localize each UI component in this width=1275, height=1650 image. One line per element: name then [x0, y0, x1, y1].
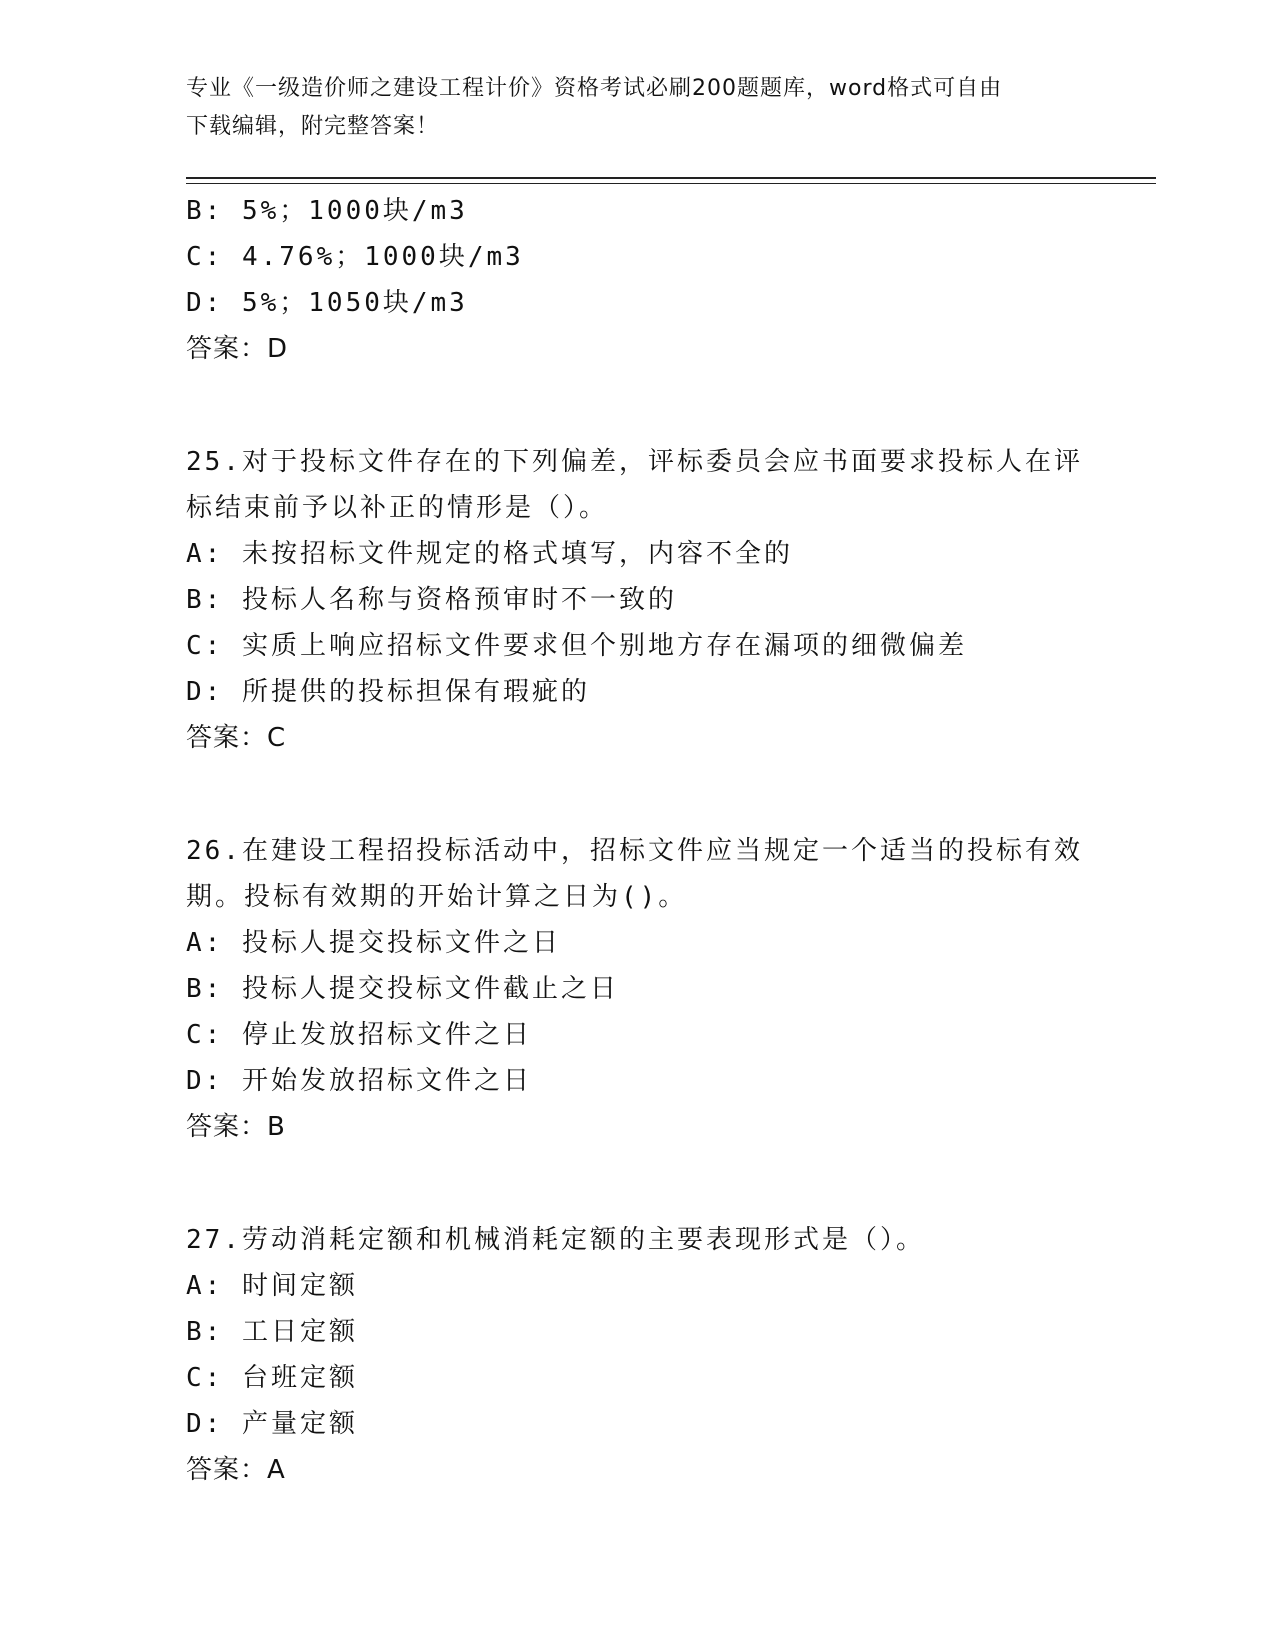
page-header: [186, 70, 1066, 146]
option-a: A: 时间定额: [186, 1271, 358, 1301]
option-c: C: 停止发放招标文件之日: [186, 1020, 532, 1050]
question-stem-line: 25.对于投标文件存在的下列偏差，评标委员会应书面要求投标人在评: [186, 447, 1083, 477]
option-d: D: 产量定额: [186, 1409, 358, 1439]
header-divider-thick: [186, 177, 1156, 179]
header-line-2: 下载编辑，附完整答案！: [186, 114, 440, 139]
option-a: A: 未按招标文件规定的格式填写，内容不全的: [186, 539, 793, 569]
spacer: [186, 1150, 1086, 1217]
question-24-continued: [186, 188, 1086, 372]
option-b: B: 5%；1000块/m3: [186, 196, 468, 226]
question-stem-line: 26.在建设工程招投标活动中，招标文件应当规定一个适当的投标有效: [186, 836, 1083, 866]
option-a: A: 投标人提交投标文件之日: [186, 928, 561, 958]
option-d: D: 5%；1050块/m3: [186, 288, 468, 318]
header-line-1: 专业《一级造价师之建设工程计价》资格考试必刷200题题库，word格式可自由: [186, 76, 1003, 101]
option-d: D: 开始发放招标文件之日: [186, 1066, 532, 1096]
question-26: [186, 828, 1086, 1150]
question-stem-line: 标结束前予以补正的情形是（）。: [186, 493, 609, 523]
question-25: [186, 439, 1086, 761]
answer-line: 答案：B: [186, 1112, 286, 1142]
option-d: D: 所提供的投标担保有瑕疵的: [186, 677, 590, 707]
question-stem-line: 27.劳动消耗定额和机械消耗定额的主要表现形式是（）。: [186, 1225, 925, 1255]
question-stem-line: 期。投标有效期的开始计算之日为()。: [186, 882, 688, 912]
option-b: B: 工日定额: [186, 1317, 358, 1347]
answer-line: 答案：A: [186, 1455, 286, 1485]
option-c: C: 实质上响应招标文件要求但个别地方存在漏项的细微偏差: [186, 631, 967, 661]
spacer: [186, 372, 1086, 439]
header-divider-thin: [186, 183, 1156, 184]
question-27: [186, 1217, 1086, 1493]
answer-line: 答案：C: [186, 723, 287, 753]
option-b: B: 投标人提交投标文件截止之日: [186, 974, 619, 1004]
option-c: C: 4.76%；1000块/m3: [186, 242, 524, 272]
option-b: B: 投标人名称与资格预审时不一致的: [186, 585, 677, 615]
option-c: C: 台班定额: [186, 1363, 358, 1393]
answer-line: 答案：D: [186, 334, 289, 364]
spacer: [186, 761, 1086, 828]
question-list: [186, 188, 1086, 1493]
